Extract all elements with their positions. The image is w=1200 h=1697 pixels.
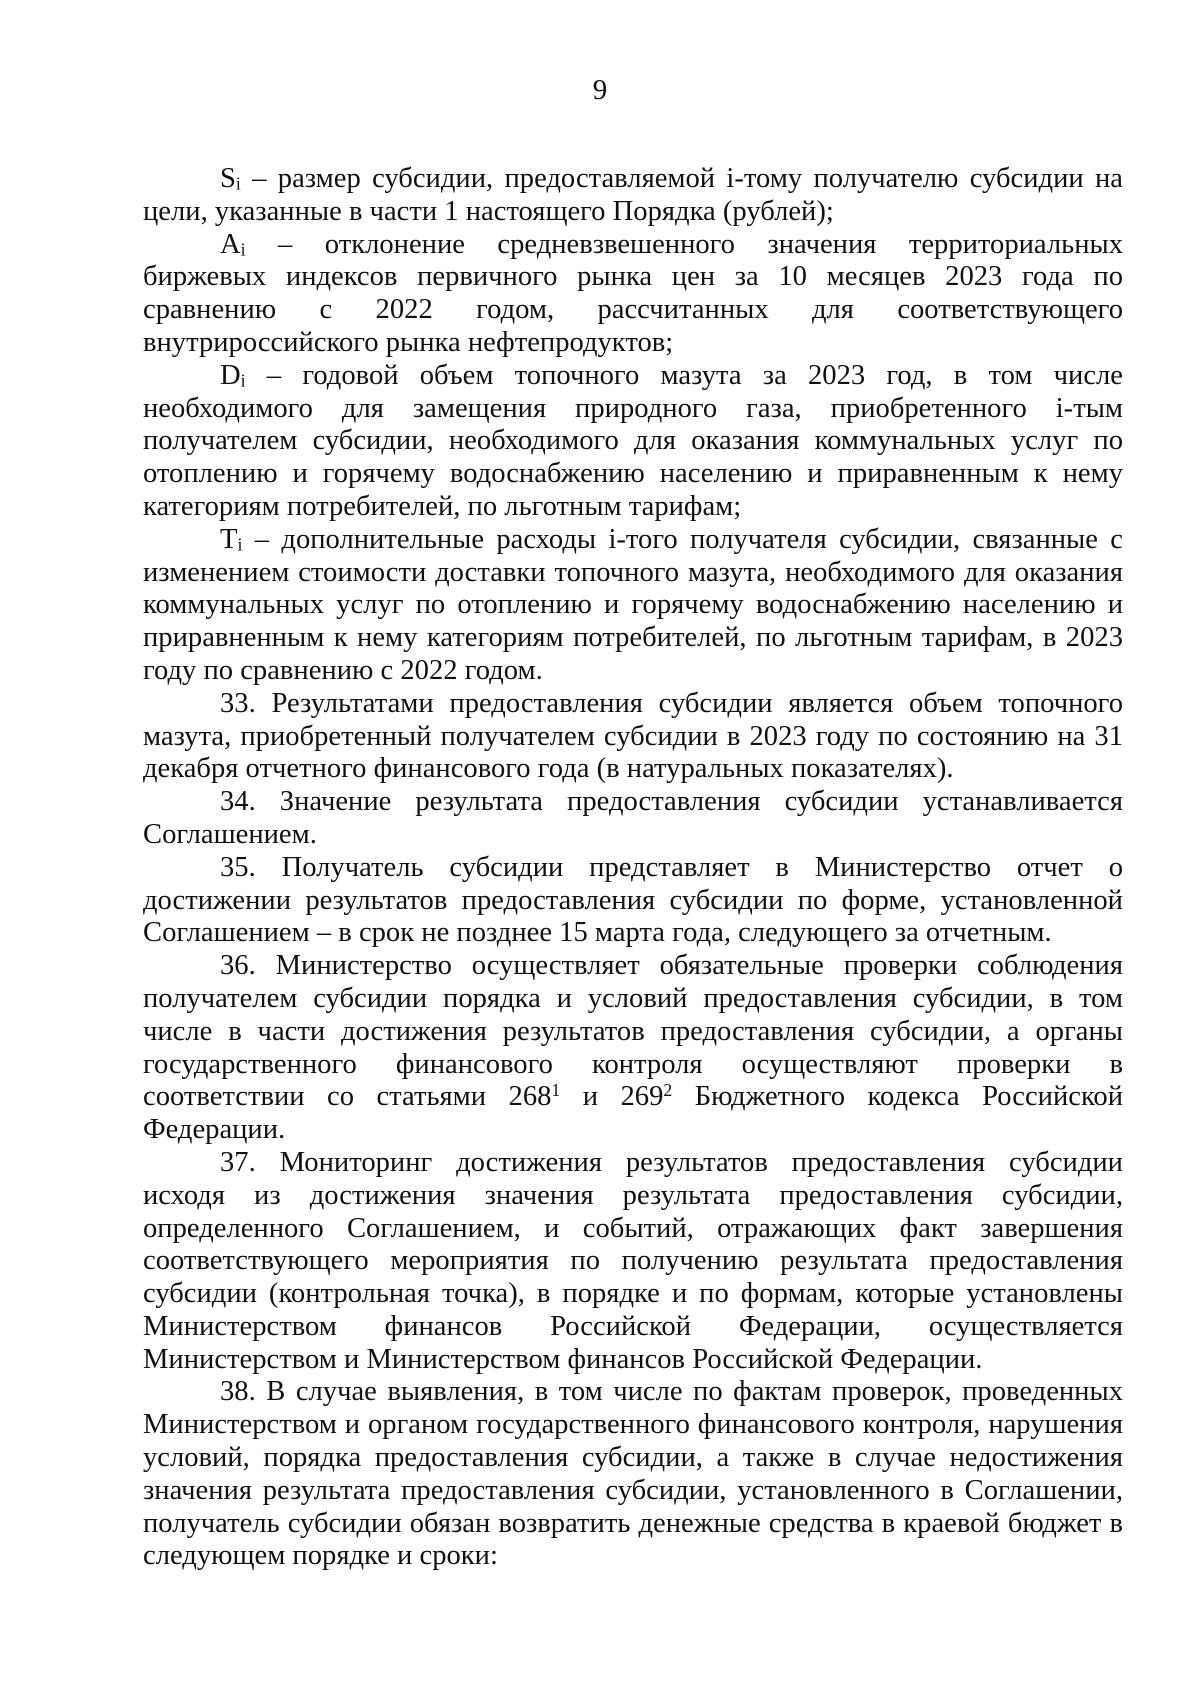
variable-definition: – размер субсидии, предоставляемой i-тому получателю субсидии на цели, указанные в части 1 настоящего Порядка (рублей); (143, 163, 1123, 227)
paragraph-variable-d (143, 360, 1123, 524)
paragraph-37: 37. Мониторинг достижения результатов предоставления субсидии исходя из достижения значения результата предоставления субсидии, определенного Соглашением, и событий, отражающих факт завершения соответствующего мероприятия по получению результата предоставления субсидии (контрольная точка), в порядке и по формам, которые установлены Министерством финансов Российской Федерации, осуществляется Министерством и Министерством финансов Российской Федерации. (143, 1146, 1123, 1375)
page-number: 9 (592, 74, 608, 106)
paragraph-text: 36. Министерство осуществляет обязательные проверки соблюдения получателем субсидии порядка и условий предоставления субсидии, в том числе в части достижения результатов предоставления субсидии, а органы государственного финансового контроля осуществляют проверки в соответствии со статьями 268 (143, 950, 1123, 1113)
variable-definition: – годовой объем топочного мазута за 2023 год, в том числе необходимого для замещения природного газа, приобретенного i-тым получателем субсидии, необходимого для оказания коммунальных услуг по отоплению и горячему водоснабжению населению и приравненным к нему категориям потребителей, по льготным тарифам; (143, 359, 1123, 522)
superscript: 1 (551, 1080, 561, 1101)
variable-subscript: i (235, 173, 241, 194)
variable-symbol: T (220, 523, 238, 555)
paragraph-36 (143, 950, 1123, 1147)
paragraph-text: Бюджетного кодекса Российской Федерации. (143, 1081, 1123, 1146)
variable-symbol: S (220, 163, 236, 194)
paragraph-33: 33. Результатами предоставления субсидии является объем топочного мазута, приобретенный получателем субсидии в 2023 году по состоянию на 31 декабря отчетного финансового года (в натуральных показателях). (143, 687, 1123, 785)
variable-subscript: i (237, 534, 243, 555)
variable-symbol: A (220, 228, 241, 260)
paragraph-variable-s (143, 163, 1123, 229)
variable-subscript: i (240, 239, 246, 260)
variable-definition: – дополнительные расходы i-того получателя субсидии, связанные с изменением стоимости доставки топочного мазута, необходимого для оказания коммунальных услуг по отоплению и горячему водоснабжению населению и приравненным к нему категориям потребителей, по льготным тарифам, в 2023 году по сравнению с 2022 годом. (143, 523, 1123, 686)
superscript: 2 (663, 1080, 673, 1101)
paragraph-34: 34. Значение результата предоставления субсидии устанавливается Соглашением. (143, 786, 1123, 850)
document-body (143, 163, 1123, 1573)
paragraph-38: 38. В случае выявления, в том числе по фактам проверок, проведенных Министерством и органом государственного финансового контроля, нарушения условий, порядка предоставления субсидии, а также в случае недостижения значения результата предоставления субсидии, установленного в Соглашении, получатель субсидии обязан возвратить денежные средства в краевой бюджет в следующем порядке и сроки: (143, 1376, 1123, 1572)
paragraph-35: 35. Получатель субсидии представляет в Министерство отчет о достижении результатов предоставления субсидии по форме, установленной Соглашением – в срок не позднее 15 марта года, следующего за отчетным. (143, 851, 1123, 949)
variable-symbol: D (220, 359, 241, 391)
paragraph-variable-a (143, 229, 1123, 360)
paragraph-text: и 269 (560, 1081, 664, 1113)
variable-subscript: i (240, 370, 246, 391)
paragraph-variable-t (143, 524, 1123, 688)
variable-definition: – отклонение средневзвешенного значения территориальных биржевых индексов первичного рынка цен за 10 месяцев 2023 года по сравнению с 2022 годом, рассчитанных для соответствующего внутрироссийского рынка нефтепродуктов; (143, 228, 1123, 358)
